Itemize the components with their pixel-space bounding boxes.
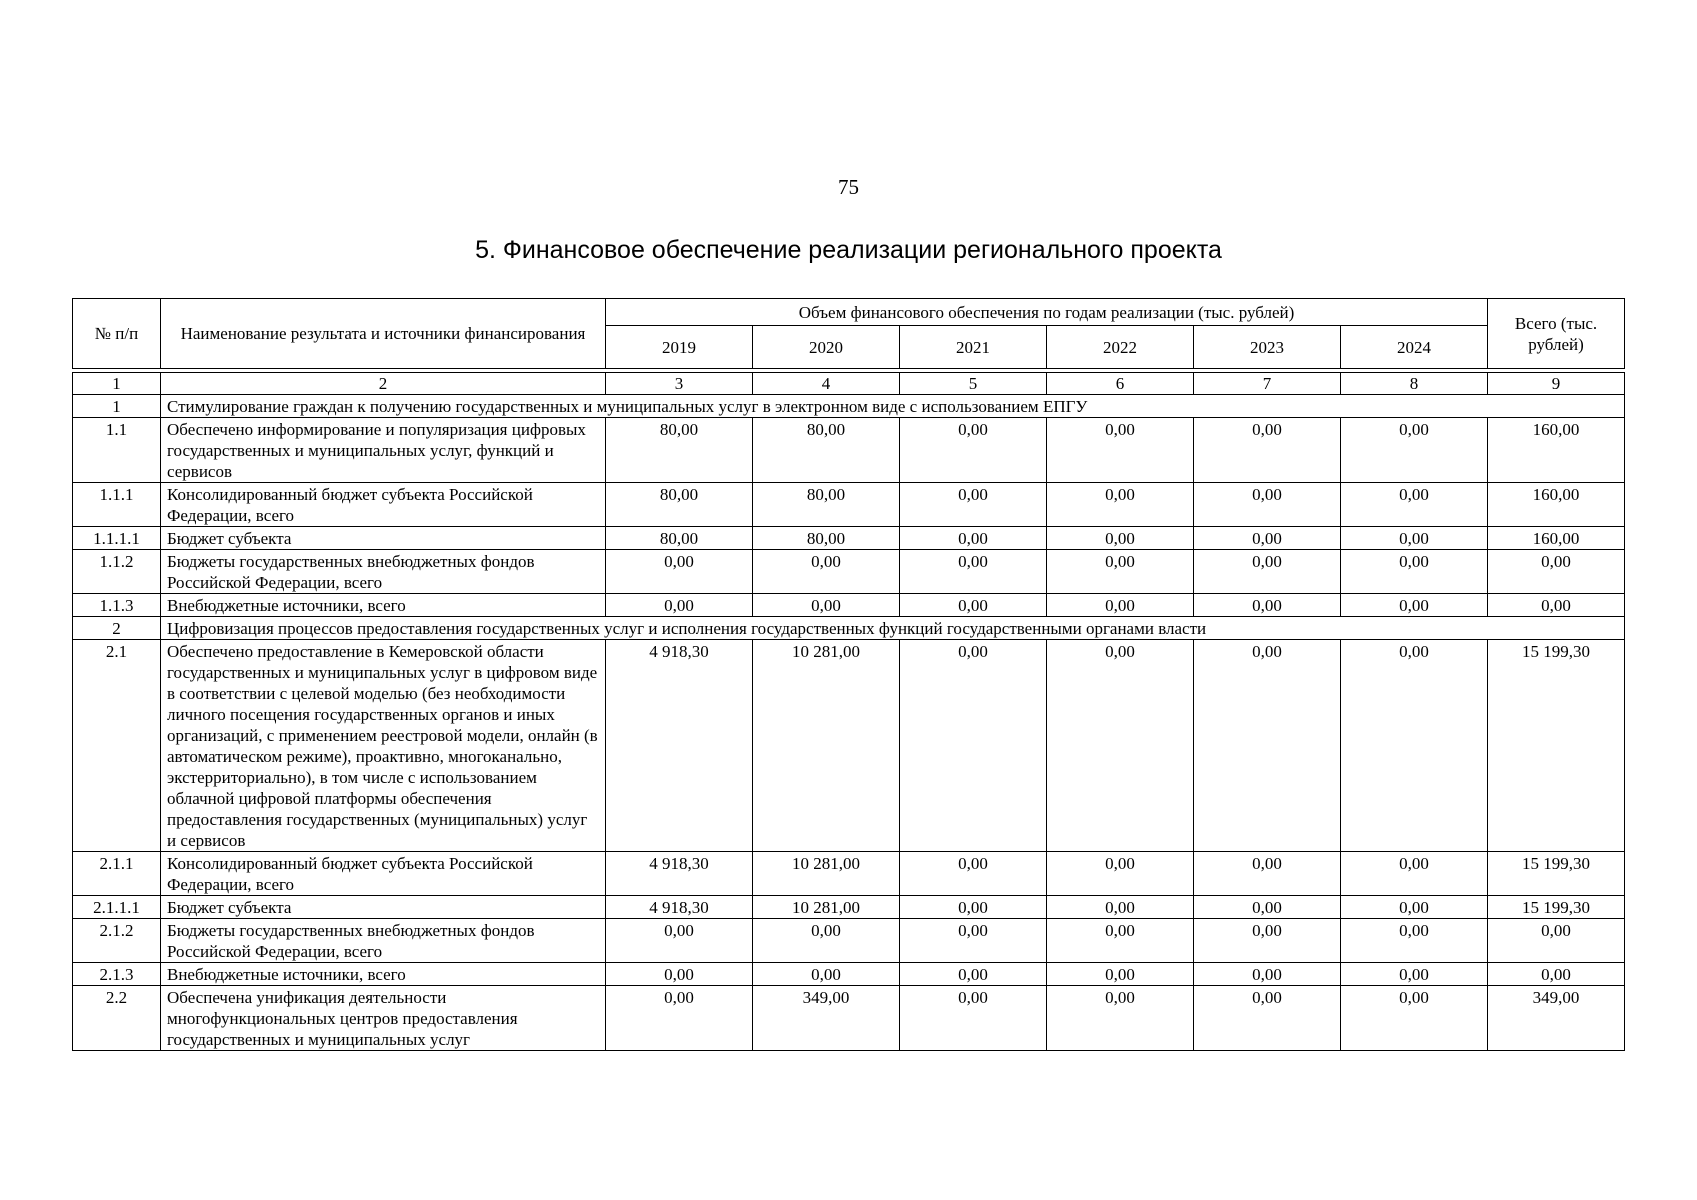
header-row-top bbox=[73, 299, 1625, 326]
row-name: Обеспечено информирование и популяризация цифровых государственных и муниципальных услуг, функций и сервисов bbox=[161, 418, 606, 483]
row-name: Консолидированный бюджет субъекта Российской Федерации, всего bbox=[161, 483, 606, 527]
row-value: 0,00 bbox=[900, 896, 1047, 919]
row-value: 0,00 bbox=[1341, 418, 1488, 483]
financing-table bbox=[72, 298, 1625, 1051]
row-total: 0,00 bbox=[1488, 919, 1625, 963]
row-number: 2.1.1.1 bbox=[73, 896, 161, 919]
row-value: 0,00 bbox=[900, 594, 1047, 617]
row-number: 1.1.3 bbox=[73, 594, 161, 617]
row-value: 0,00 bbox=[1194, 594, 1341, 617]
row-number: 1.1 bbox=[73, 418, 161, 483]
row-value: 0,00 bbox=[900, 852, 1047, 896]
row-number: 1.1.1 bbox=[73, 483, 161, 527]
row-total: 160,00 bbox=[1488, 527, 1625, 550]
row-value: 0,00 bbox=[900, 527, 1047, 550]
row-value: 0,00 bbox=[900, 418, 1047, 483]
row-name: Бюджет субъекта bbox=[161, 896, 606, 919]
table-row bbox=[73, 594, 1625, 617]
column-number: 3 bbox=[606, 373, 753, 395]
row-value: 0,00 bbox=[1341, 640, 1488, 852]
row-value: 0,00 bbox=[1047, 852, 1194, 896]
row-total: 349,00 bbox=[1488, 986, 1625, 1051]
row-value: 0,00 bbox=[1341, 986, 1488, 1051]
table-row bbox=[73, 550, 1625, 594]
section-name: Стимулирование граждан к получению государственных и муниципальных услуг в электронном виде с использованием ЕПГУ bbox=[161, 395, 1625, 418]
row-value: 0,00 bbox=[606, 550, 753, 594]
section-row bbox=[73, 617, 1625, 640]
column-number: 7 bbox=[1194, 373, 1341, 395]
row-total: 160,00 bbox=[1488, 418, 1625, 483]
row-name: Бюджеты государственных внебюджетных фондов Российской Федерации, всего bbox=[161, 550, 606, 594]
row-total: 0,00 bbox=[1488, 594, 1625, 617]
row-value: 0,00 bbox=[1194, 963, 1341, 986]
row-name: Консолидированный бюджет субъекта Российской Федерации, всего bbox=[161, 852, 606, 896]
row-name: Бюджет субъекта bbox=[161, 527, 606, 550]
row-value: 80,00 bbox=[606, 483, 753, 527]
row-total: 15 199,30 bbox=[1488, 852, 1625, 896]
row-value: 4 918,30 bbox=[606, 896, 753, 919]
row-number: 1 bbox=[73, 395, 161, 418]
section-title: 5. Финансовое обеспечение реализации регионального проекта bbox=[475, 236, 1222, 264]
row-value: 0,00 bbox=[1341, 550, 1488, 594]
row-name: Внебюджетные источники, всего bbox=[161, 594, 606, 617]
row-total: 0,00 bbox=[1488, 550, 1625, 594]
row-value: 0,00 bbox=[1341, 483, 1488, 527]
row-value: 0,00 bbox=[1341, 896, 1488, 919]
row-value: 0,00 bbox=[1341, 527, 1488, 550]
section-row bbox=[73, 395, 1625, 418]
table-row bbox=[73, 527, 1625, 550]
row-value: 0,00 bbox=[1194, 527, 1341, 550]
row-value: 0,00 bbox=[1047, 594, 1194, 617]
row-value: 0,00 bbox=[1194, 896, 1341, 919]
column-number: 4 bbox=[753, 373, 900, 395]
row-value: 0,00 bbox=[1341, 594, 1488, 617]
column-number: 5 bbox=[900, 373, 1047, 395]
table-row bbox=[73, 896, 1625, 919]
row-number: 2.1.3 bbox=[73, 963, 161, 986]
row-value: 0,00 bbox=[900, 550, 1047, 594]
row-value: 80,00 bbox=[753, 483, 900, 527]
row-name: Бюджеты государственных внебюджетных фондов Российской Федерации, всего bbox=[161, 919, 606, 963]
row-value: 0,00 bbox=[1047, 550, 1194, 594]
row-value: 349,00 bbox=[753, 986, 900, 1051]
row-value: 0,00 bbox=[900, 986, 1047, 1051]
row-value: 10 281,00 bbox=[753, 852, 900, 896]
section-name: Цифровизация процессов предоставления государственных услуг и исполнения государственных функций государственными органами власти bbox=[161, 617, 1625, 640]
header-year: 2023 bbox=[1194, 326, 1341, 369]
column-number: 2 bbox=[161, 373, 606, 395]
row-value: 0,00 bbox=[606, 986, 753, 1051]
header-volume: Объем финансового обеспечения по годам реализации (тыс. рублей) bbox=[606, 299, 1488, 326]
row-total: 15 199,30 bbox=[1488, 640, 1625, 852]
row-value: 0,00 bbox=[1047, 896, 1194, 919]
row-value: 10 281,00 bbox=[753, 896, 900, 919]
table-row bbox=[73, 418, 1625, 483]
row-number: 1.1.1.1 bbox=[73, 527, 161, 550]
column-number: 6 bbox=[1047, 373, 1194, 395]
header-year: 2019 bbox=[606, 326, 753, 369]
row-value: 0,00 bbox=[1047, 418, 1194, 483]
row-value: 0,00 bbox=[900, 640, 1047, 852]
table-row bbox=[73, 483, 1625, 527]
row-name: Обеспечена унификация деятельности многофункциональных центров предоставления государственных и муниципальных услуг bbox=[161, 986, 606, 1051]
row-total: 160,00 bbox=[1488, 483, 1625, 527]
row-value: 0,00 bbox=[1047, 963, 1194, 986]
column-number: 8 bbox=[1341, 373, 1488, 395]
row-total: 0,00 bbox=[1488, 963, 1625, 986]
column-number: 1 bbox=[73, 373, 161, 395]
row-value: 10 281,00 bbox=[753, 640, 900, 852]
header-year: 2021 bbox=[900, 326, 1047, 369]
row-value: 0,00 bbox=[1341, 963, 1488, 986]
row-value: 4 918,30 bbox=[606, 852, 753, 896]
row-value: 0,00 bbox=[900, 483, 1047, 527]
row-value: 0,00 bbox=[1194, 640, 1341, 852]
row-value: 80,00 bbox=[606, 527, 753, 550]
row-value: 0,00 bbox=[900, 963, 1047, 986]
row-value: 0,00 bbox=[1194, 919, 1341, 963]
table-row bbox=[73, 919, 1625, 963]
header-year: 2024 bbox=[1341, 326, 1488, 369]
row-name: Внебюджетные источники, всего bbox=[161, 963, 606, 986]
header-total: Всего (тыс. рублей) bbox=[1488, 299, 1625, 369]
row-value: 0,00 bbox=[1341, 919, 1488, 963]
row-value: 0,00 bbox=[753, 963, 900, 986]
page-number: 75 bbox=[838, 175, 859, 199]
row-value: 0,00 bbox=[1047, 986, 1194, 1051]
row-total: 15 199,30 bbox=[1488, 896, 1625, 919]
row-value: 0,00 bbox=[753, 919, 900, 963]
row-value: 0,00 bbox=[606, 963, 753, 986]
row-value: 0,00 bbox=[1047, 483, 1194, 527]
column-number: 9 bbox=[1488, 373, 1625, 395]
row-value: 4 918,30 bbox=[606, 640, 753, 852]
row-value: 80,00 bbox=[753, 418, 900, 483]
row-value: 0,00 bbox=[1047, 919, 1194, 963]
row-name: Обеспечено предоставление в Кемеровской области государственных и муниципальных услуг в цифровом виде в соответствии с целевой моделью (без необходимости личного посещения государственных органов и иных организаций, с применением реестровой модели, онлайн (в автоматическом режиме), проактивно, многоканально, экстерриториально), в том числе с использованием облачной цифровой платформы обеспечения предоставления государственных (муниципальных) услуг и сервисов bbox=[161, 640, 606, 852]
row-number: 2.2 bbox=[73, 986, 161, 1051]
row-value: 80,00 bbox=[606, 418, 753, 483]
row-number: 2 bbox=[73, 617, 161, 640]
header-year: 2020 bbox=[753, 326, 900, 369]
header-year: 2022 bbox=[1047, 326, 1194, 369]
row-value: 0,00 bbox=[1194, 852, 1341, 896]
row-value: 80,00 bbox=[753, 527, 900, 550]
row-value: 0,00 bbox=[1194, 483, 1341, 527]
row-value: 0,00 bbox=[1047, 640, 1194, 852]
row-number: 2.1.1 bbox=[73, 852, 161, 896]
column-numbers-row bbox=[73, 373, 1625, 395]
row-number: 2.1.2 bbox=[73, 919, 161, 963]
row-value: 0,00 bbox=[606, 594, 753, 617]
row-number: 1.1.2 bbox=[73, 550, 161, 594]
table-row bbox=[73, 640, 1625, 852]
table-row bbox=[73, 852, 1625, 896]
table-row bbox=[73, 986, 1625, 1051]
header-name: Наименование результата и источники финансирования bbox=[161, 299, 606, 369]
row-value: 0,00 bbox=[1194, 418, 1341, 483]
row-value: 0,00 bbox=[753, 594, 900, 617]
row-value: 0,00 bbox=[753, 550, 900, 594]
row-value: 0,00 bbox=[606, 919, 753, 963]
table-row bbox=[73, 963, 1625, 986]
header-num: № п/п bbox=[73, 299, 161, 369]
row-value: 0,00 bbox=[1341, 852, 1488, 896]
row-value: 0,00 bbox=[1047, 527, 1194, 550]
row-value: 0,00 bbox=[1194, 550, 1341, 594]
row-number: 2.1 bbox=[73, 640, 161, 852]
row-value: 0,00 bbox=[1194, 986, 1341, 1051]
row-value: 0,00 bbox=[900, 919, 1047, 963]
